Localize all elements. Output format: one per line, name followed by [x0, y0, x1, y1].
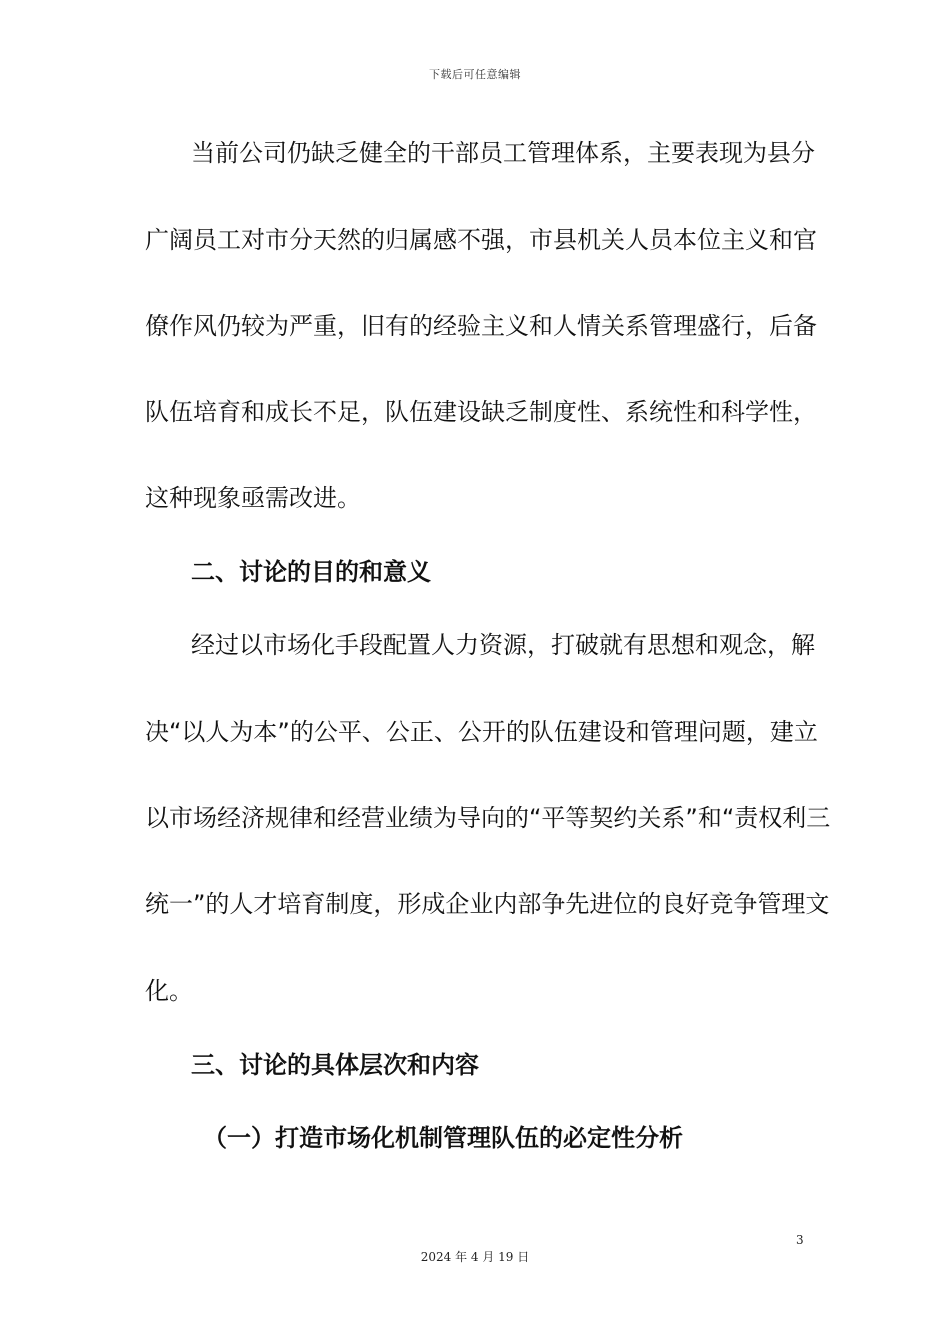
paragraph-line: 广阔员工对市分天然的归属感不强，市县机关人员本位主义和官	[145, 226, 817, 254]
paragraph-line: 僚作风仍较为严重，旧有的经验主义和人情关系管理盛行，后备	[145, 312, 817, 340]
paragraph-line: 化。	[145, 977, 193, 1005]
section-heading: 二、讨论的目的和意义	[191, 558, 431, 586]
page-date: 2024 年 4 月 19 日	[420, 1250, 530, 1264]
subsection-heading: （一）打造市场化机制管理队伍的必定性分析	[203, 1124, 683, 1152]
page-header: 下载后可任意编辑	[429, 68, 521, 81]
paragraph-line: 这种现象亟需改进。	[145, 484, 361, 512]
paragraph-line: 经过以市场化手段配置人力资源，打破就有思想和观念，解	[191, 631, 815, 659]
paragraph-line: 以市场经济规律和经营业绩为导向的“平等契约关系”和“责权利三	[145, 804, 831, 832]
paragraph-line: 统一”的人才培育制度，形成企业内部争先进位的良好竞争管理文	[145, 890, 830, 918]
paragraph-line: 队伍培育和成长不足，队伍建设缺乏制度性、系统性和科学性，	[145, 398, 817, 426]
paragraph-line: 决“以人为本”的公平、公正、公开的队伍建设和管理问题，建立	[145, 718, 818, 746]
paragraph-line: 当前公司仍缺乏健全的干部员工管理体系，主要表现为县分	[191, 139, 815, 167]
page-number: 3	[796, 1233, 804, 1247]
section-heading: 三、讨论的具体层次和内容	[191, 1051, 479, 1079]
